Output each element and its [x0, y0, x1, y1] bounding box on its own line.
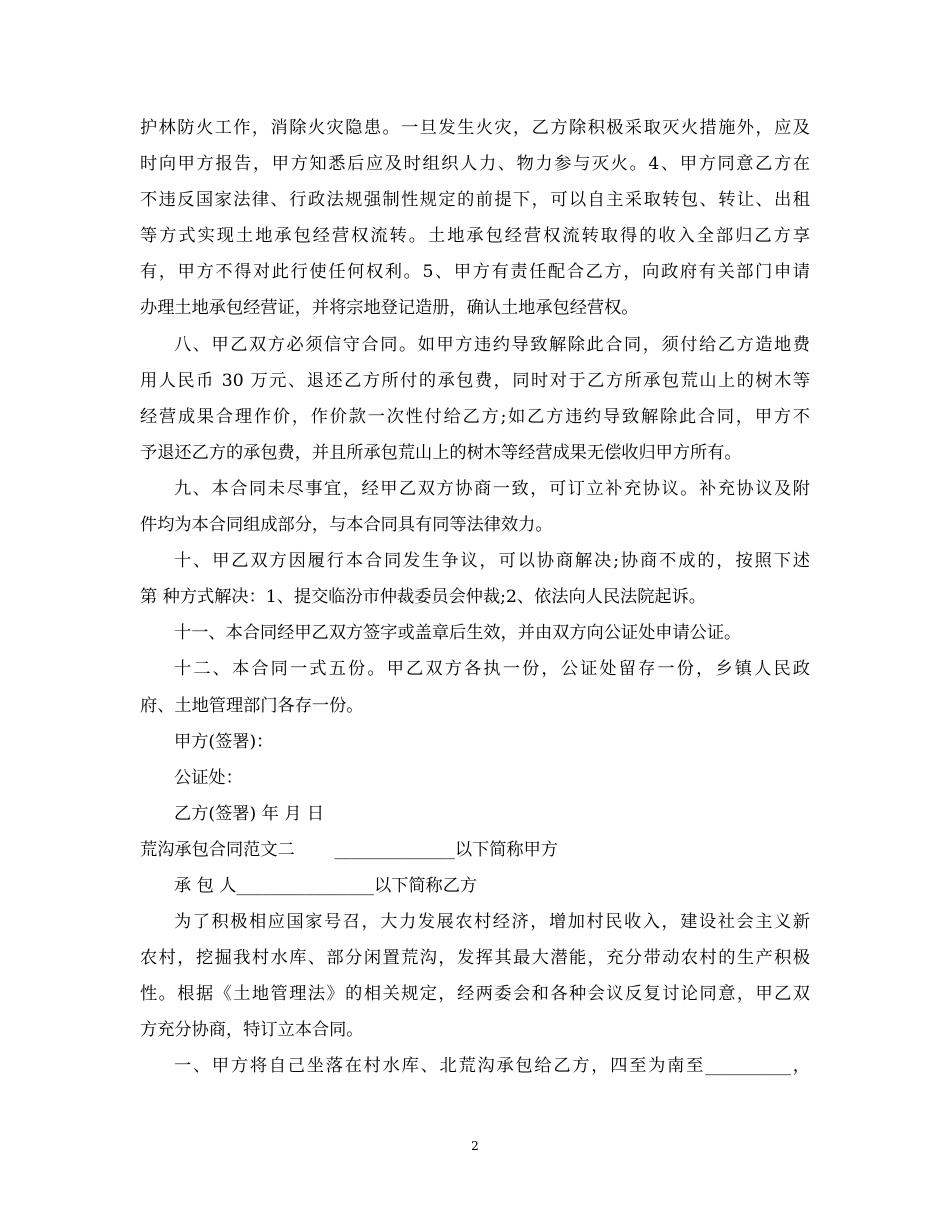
notary-office: 公证处： [174, 767, 243, 788]
text-line: 护林防火工作，消除火灾隐患。一旦发生火灾，乙方除积极采取灭火措施外，应及 [140, 118, 810, 138]
text-line: 予退还乙方的承包费，并且所承包荒山上的树木等经营成果无偿收归甲方所有。 [140, 442, 742, 463]
text-line: 农村，挖掘我村水库、部分闲置荒沟，发挥其最大潜能，充分带动农村的生产积极 [140, 948, 810, 969]
signature-party-a: 甲方(签署)： [174, 731, 274, 752]
text-line: 有，甲方不得对此行使任何权利。5、甲方有责任配合乙方，向政府有关部门申请 [140, 262, 810, 283]
text-line: 性。根据《土地管理法》的相关规定，经两委会和各种会议反复讨论同意，甲乙双 [140, 984, 810, 1005]
page-number: 2 [471, 1139, 479, 1153]
text-line: 等方式实现土地承包经营权流转。土地承包经营权流转取得的收入全部归乙方享 [140, 226, 810, 247]
text-line: 经营成果合理作价，作价款一次性付给乙方;如乙方违约导致解除此合同，甲方不 [140, 406, 810, 427]
text-line: 十二、本合同一式五份。甲乙双方各执一份，公证处留存一份，乡镇人民政 [174, 659, 810, 680]
text-line: 方充分协商，特订立本合同。 [140, 1020, 364, 1041]
text-line: 九、本合同未尽事宜，经甲乙双方协商一致，可订立补充协议。补充协议及附 [174, 478, 810, 499]
contractor-line: 承 包 人________________以下简称乙方 [174, 875, 478, 896]
text-line: 八、甲乙双方必须信守合同。如甲方违约导致解除此合同，须付给乙方造地费 [174, 334, 810, 355]
signature-party-b: 乙方(签署) 年 月 日 [174, 803, 325, 824]
text-line: 件均为本合同组成部分，与本合同具有同等法律效力。 [140, 515, 553, 536]
text-line: 一、甲方将自己坐落在村水库、北荒沟承包给乙方，四至为南至__________， [174, 1056, 810, 1077]
text-line: 为了积极相应国家号召，大力发展农村经济，增加村民收入，建设社会主义新 [174, 912, 810, 933]
text-line: 府、土地管理部门各存一份。 [140, 695, 364, 716]
text-line: 十一、本合同经甲乙双方签字或盖章后生效，并由双方向公证处申请公证。 [174, 623, 742, 644]
section-heading-sample-two: 荒沟承包合同范文二 ______________以下简称甲方 [140, 839, 558, 860]
text-line: 办理土地承包经营证，并将宗地登记造册，确认土地承包经营权。 [140, 298, 639, 319]
text-line: 第 种方式解决：1、提交临汾市仲裁委员会仲裁;2、依法向人民法院起诉。 [140, 587, 706, 608]
text-line: 不违反国家法律、行政法规强制性规定的前提下，可以自主采取转包、转让、出租 [140, 190, 810, 211]
text-line: 用人民币 30 万元、退还乙方所付的承包费，同时对于乙方所承包荒山上的树木等 [140, 370, 810, 391]
text-line: 十、甲乙双方因履行本合同发生争议，可以协商解决;协商不成的，按照下述 [174, 551, 810, 572]
text-line: 时向甲方报告，甲方知悉后应及时组织人力、物力参与灭火。4、甲方同意乙方在 [140, 154, 810, 175]
document-body [140, 110, 810, 1085]
